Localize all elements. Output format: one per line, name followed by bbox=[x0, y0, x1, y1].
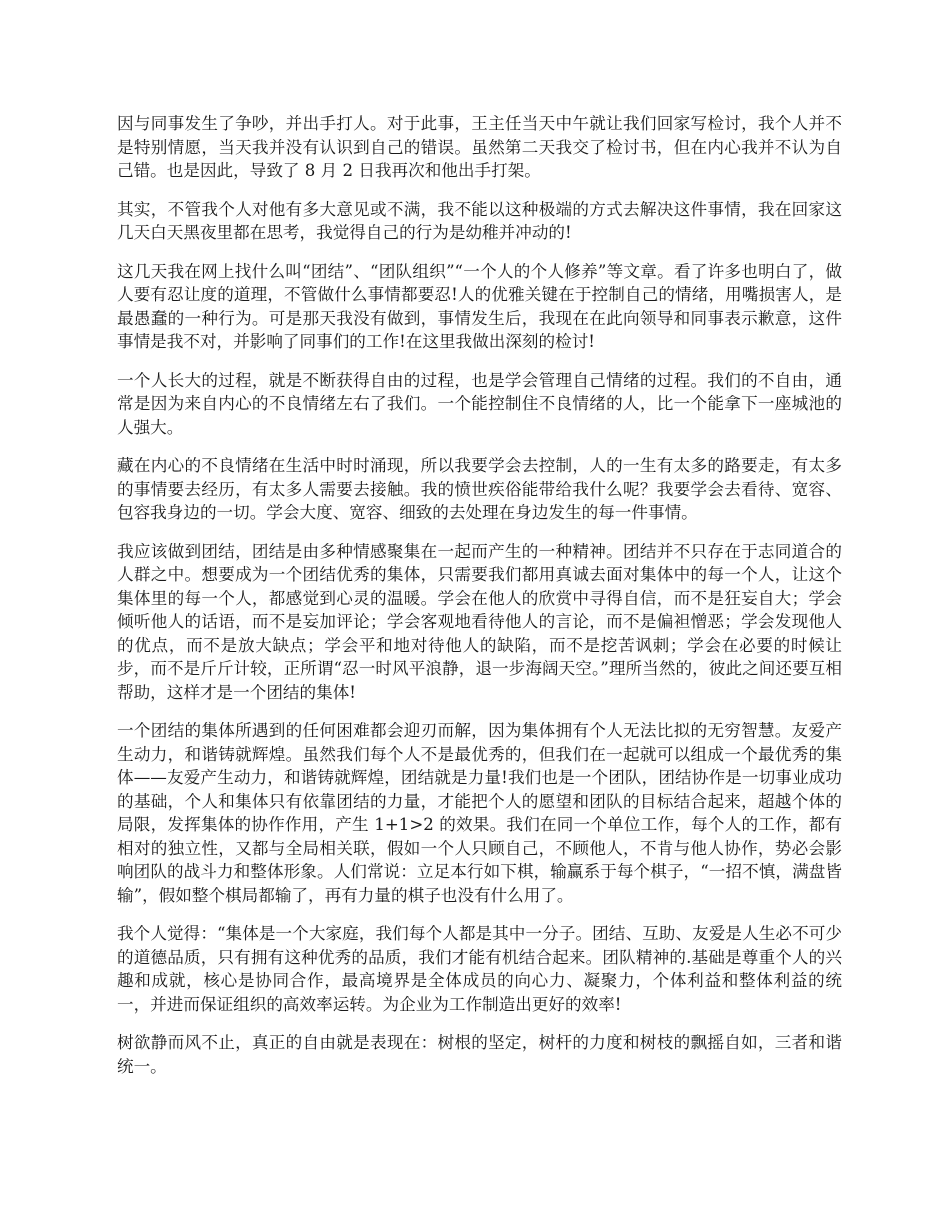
paragraph-6: 我应该做到团结，团结是由多种情感聚集在一起而产生的一种精神。团结并不只存在于志同道合的人群之中。想要成为一个团结优秀的集体，只需要我们都用真诚去面对集体中的每一个人，让这个集体里的每一个人，都感觉到心灵的温暖。学会在他人的欣赏中寻得自信，而不是狂妄自大；学会倾听他人的话语，而不是妄加评论；学会客观地看待他人的言论，而不是偏袒憎恶；学会发现他人的优点，而不是放大缺点；学会平和地对待他人的缺陷，而不是挖苦讽刺；学会在必要的时候让步，而不是斤斤计较，正所谓“忍一时风平浪静，退一步海阔天空。”理所当然的，彼此之间还要互相帮助，这样才是一个团结的集体! bbox=[117, 541, 842, 702]
paragraph-8: 我个人觉得：“集体是一个大家庭，我们每个人都是其中一分子。团结、互助、友爱是人生必不可少的道德品质，只有拥有这种优秀的品质，我们才能有机结合起来。团队精神的.基础是尊重个人的兴趣和成就，核心是协同合作，最高境界是全体成员的向心力、凝聚力，个体利益和整体利益的统一，并进而保证组织的高效率运转。为企业为工作制造出更好的效率! bbox=[117, 924, 842, 1014]
paragraph-1: 因与同事发生了争吵，并出手打人。对于此事，王主任当天中午就让我们回家写检讨，我个人并不是特别情愿，当天我并没有认识到自己的错误。虽然第二天我交了检讨书，但在内心我并不认为自己错。也是因此，导致了 8 月 2 日我再次和他出手打架。 bbox=[117, 114, 842, 180]
paragraph-5: 藏在内心的不良情绪在生活中时时涌现，所以我要学会去控制，人的一生有太多的路要走，有太多的事情要去经历，有太多人需要去接触。我的愤世疾俗能带给我什么呢？我要学会去看待、宽容、包容我身边的一切。学会大度、宽容、细致的去处理在身边发生的每一件事情。 bbox=[117, 456, 842, 522]
paragraph-4: 一个人长大的过程，就是不断获得自由的过程，也是学会管理自己情绪的过程。我们的不自由，通常是因为来自内心的不良情绪左右了我们。一个能控制住不良情绪的人，比一个能拿下一座城池的人强大。 bbox=[117, 370, 842, 437]
paragraph-2: 其实，不管我个人对他有多大意见或不满，我不能以这种极端的方式去解决这件事情，我在回家这几天白天黑夜里都在思考，我觉得自己的行为是幼稚并冲动的! bbox=[117, 199, 842, 242]
paragraph-3: 这几天我在网上找什么叫“团结”、“团队组织”“一个人的个人修养”等文章。看了许多也明白了，做人要有忍让度的道理，不管做什么事情都要忍!人的优雅关键在于控制自己的情绪，用嘴损害人，是最愚蠢的一种行为。可是那天我没有做到，事情发生后，我现在在此向领导和同事表示歉意，这件事情是我不对，并影响了同事们的工作!在这里我做出深刻的检讨! bbox=[117, 261, 842, 351]
paragraph-7: 一个团结的集体所遇到的任何困难都会迎刃而解，因为集体拥有个人无法比拟的无穷智慧。友爱产生动力，和谐铸就辉煌。虽然我们每个人不是最优秀的，但我们在一起就可以组成一个最优秀的集体——友爱产生动力，和谐铸就辉煌，团结就是力量!我们也是一个团队，团结协作是一切事业成功的基础，个人和集体只有依靠团结的力量，才能把个人的愿望和团队的目标结合起来，超越个体的局限，发挥集体的协作作用，产生 1+1>2 的效果。我们在同一个单位工作，每个人的工作，都有相对的独立性，又都与全局相关联，假如一个人只顾自己，不顾他人，不肯与他人协作，势必会影响团队的战斗力和整体形象。人们常说：立足本行如下棋，输赢系于每个棋子，“一招不慎，满盘皆输”，假如整个棋局都输了，再有力量的棋子也没有什么用了。 bbox=[117, 721, 842, 905]
paragraph-9: 树欲静而风不止，真正的自由就是表现在：树根的坚定，树杆的力度和树枝的飘摇自如，三者和谐统一。 bbox=[117, 1033, 842, 1076]
document-page bbox=[117, 112, 842, 1093]
